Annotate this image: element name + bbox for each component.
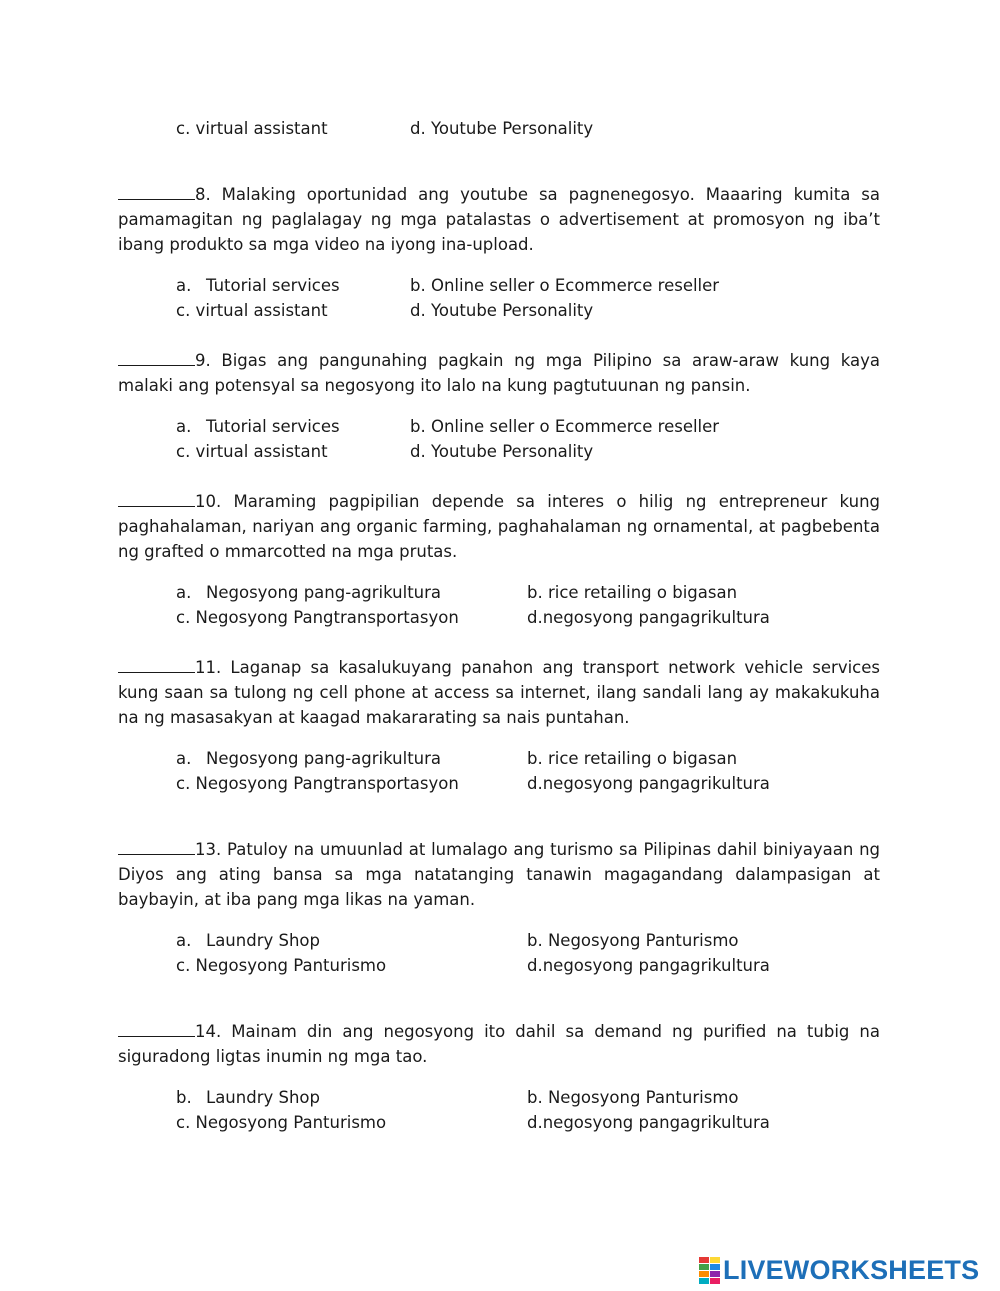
question-9	[118, 348, 880, 398]
q11-option-a	[176, 746, 441, 771]
q11-option-d: d.negosyong pangagrikultura	[527, 774, 770, 793]
logo-block	[699, 1278, 709, 1284]
q11-option-c: c. Negosyong Pangtransportasyon	[176, 774, 459, 793]
q13-option-c: c. Negosyong Panturismo	[176, 956, 387, 975]
logo-block	[710, 1257, 720, 1263]
q11-option-a-label: a.	[176, 749, 192, 768]
q11-option-b: b. rice retailing o bigasan	[527, 749, 738, 768]
question-10-text: 10. Maraming pagpipilian depende sa interes o hilig ng entrepreneur kung paghahalaman, nariyan ang organic farming, paghahalaman ng ornamental, at pagbebenta ng grafted o mmarcotted na mga prutas.	[118, 492, 880, 561]
q14-option-a-label: b.	[176, 1088, 192, 1107]
question-10	[118, 489, 880, 564]
q9-option-a-text: Tutorial services	[206, 417, 340, 436]
q8-option-b: b. Online seller o Ecommerce reseller	[410, 276, 720, 295]
question-13-text: 13. Patuloy na umuunlad at lumalago ang turismo sa Pilipinas dahil biniyayaan ng Diyos ang ating bansa sa mga natatanging tanawin magagandang dalampasigan at baybayin, at iba pang mga likas na yaman.	[118, 840, 880, 909]
q10-option-a-label: a.	[176, 583, 192, 602]
q13-option-a-text: Laundry Shop	[206, 931, 320, 950]
q8-option-a	[176, 273, 340, 298]
q14-option-a	[176, 1085, 320, 1110]
logo-block	[710, 1278, 720, 1284]
question-13	[118, 837, 880, 912]
question-11	[118, 655, 880, 730]
q9-option-b: b. Online seller o Ecommerce reseller	[410, 417, 720, 436]
q10-option-b: b. rice retailing o bigasan	[527, 583, 738, 602]
q9-option-a	[176, 414, 340, 439]
answer-blank-9[interactable]	[118, 348, 195, 366]
question-14	[118, 1019, 880, 1069]
answer-blank-11[interactable]	[118, 655, 195, 673]
q8-option-a-label: a.	[176, 276, 192, 295]
q10-option-c: c. Negosyong Pangtransportasyon	[176, 608, 459, 627]
question-14-text: 14. Mainam din ang negosyong ito dahil sa demand ng purified na tubig na siguradong ligtas inumin ng mga tao.	[118, 1022, 880, 1066]
q9-option-d: d. Youtube Personality	[410, 442, 594, 461]
liveworksheets-logo	[699, 1255, 979, 1285]
logo-block	[699, 1257, 709, 1263]
logo-text: LIVEWORKSHEETS	[723, 1254, 980, 1285]
answer-blank-8[interactable]	[118, 182, 195, 200]
q8-option-a-text: Tutorial services	[206, 276, 340, 295]
logo-block	[699, 1271, 709, 1277]
logo-blocks-icon	[699, 1257, 720, 1284]
q13-option-a-label: a.	[176, 931, 192, 950]
answer-blank-13[interactable]	[118, 837, 195, 855]
question-9-text: 9. Bigas ang pangunahing pagkain ng mga Pilipino sa araw-araw kung kaya malaki ang potensyal sa negosyong ito lalo na kung pagtutuunan ng pansin.	[118, 351, 880, 395]
question-11-text: 11. Laganap sa kasalukuyang panahon ang transport network vehicle services kung saan sa tulong ng cell phone at access sa internet, ilang sandali lang ay makakukuha na ng masasakyan at kaagad makararating sa nais puntahan.	[118, 658, 880, 727]
q14-option-b: b. Negosyong Panturismo	[527, 1088, 739, 1107]
logo-block	[710, 1264, 720, 1270]
q13-option-a	[176, 928, 320, 953]
q8-option-d: d. Youtube Personality	[410, 301, 594, 320]
answer-blank-14[interactable]	[118, 1019, 195, 1037]
prev-option-c: c. virtual assistant	[176, 119, 328, 138]
q13-option-b: b. Negosyong Panturismo	[527, 931, 739, 950]
q8-option-c: c. virtual assistant	[176, 301, 328, 320]
q9-option-a-label: a.	[176, 417, 192, 436]
answer-blank-10[interactable]	[118, 489, 195, 507]
q13-option-d: d.negosyong pangagrikultura	[527, 956, 770, 975]
q9-option-c: c. virtual assistant	[176, 442, 328, 461]
logo-block	[699, 1264, 709, 1270]
q10-option-a	[176, 580, 441, 605]
q14-option-a-text: Laundry Shop	[206, 1088, 320, 1107]
q14-option-c: c. Negosyong Panturismo	[176, 1113, 387, 1132]
q14-option-d: d.negosyong pangagrikultura	[527, 1113, 770, 1132]
q10-option-a-text: Negosyong pang-agrikultura	[206, 583, 442, 602]
prev-option-d: d. Youtube Personality	[410, 119, 594, 138]
question-8	[118, 182, 880, 257]
q11-option-a-text: Negosyong pang-agrikultura	[206, 749, 442, 768]
question-8-text: 8. Malaking oportunidad ang youtube sa pagnenegosyo. Maaaring kumita sa pamamagitan ng paglalagay ng mga patalastas o advertisement at promosyon ng iba’t ibang produkto sa mga video na iyong ina-upload.	[118, 185, 880, 254]
q10-option-d: d.negosyong pangagrikultura	[527, 608, 770, 627]
logo-block	[710, 1271, 720, 1277]
